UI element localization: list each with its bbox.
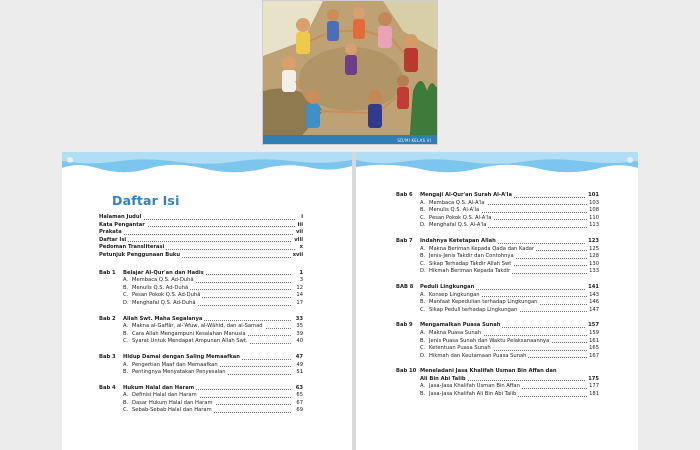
section-entry[interactable] — [396, 261, 599, 269]
section-letter: A. — [420, 245, 426, 252]
section-title: Definisi Halal dan Haram — [132, 392, 197, 399]
section-letter: B. — [420, 337, 426, 344]
section-page: 110 — [589, 214, 599, 221]
section-entry[interactable] — [99, 407, 303, 415]
front-matter-entry[interactable] — [99, 237, 303, 245]
section-page: 17 — [296, 299, 303, 306]
leader-dots — [99, 234, 295, 235]
section-page: 108 — [589, 207, 599, 214]
section-letter: A. — [420, 291, 426, 298]
section-entry[interactable] — [396, 215, 599, 223]
section-letter: A. — [123, 323, 129, 330]
section-page: 181 — [589, 391, 599, 398]
front-matter-entry[interactable] — [99, 214, 303, 222]
chapter-page: 175 — [588, 375, 599, 382]
section-page: 67 — [296, 399, 303, 406]
section-title: Hikmah Beriman Kepada Takdir — [429, 268, 511, 275]
section-page: 49 — [296, 361, 303, 368]
section-title: Sikap Peduli terhadap Lingkungan — [429, 306, 518, 313]
chapter-heading[interactable] — [99, 316, 303, 324]
right-page-wave-header — [356, 152, 638, 180]
section-page: 159 — [589, 329, 599, 336]
section-title: Membaca Q.S. Al-A'la — [429, 199, 485, 206]
front-matter-entry[interactable] — [99, 244, 303, 252]
chapter-number: Bab 1 — [99, 269, 116, 276]
front-matter-entry[interactable] — [99, 229, 303, 237]
section-letter: B. — [123, 399, 129, 406]
chapter-number: Bab 3 — [99, 353, 116, 360]
section-page: 40 — [296, 338, 303, 345]
section-page: 177 — [589, 383, 599, 390]
section-letter: B. — [123, 284, 129, 291]
section-entry[interactable] — [396, 268, 599, 276]
section-page: 128 — [589, 253, 599, 260]
section-title: Menulis Q.S. Al-A'la — [429, 207, 480, 214]
section-title: Ketentuan Puasa Sunah — [429, 345, 491, 352]
section-page: 165 — [589, 345, 599, 352]
cover-illustration — [263, 1, 438, 145]
section-title: Makna Puasa Sunah — [429, 329, 482, 336]
chapter-title: Hukum Halal dan Haram — [123, 384, 195, 391]
section-title: Jenis Puasa Sunah dan Waktu Pelaksanaannya — [429, 337, 550, 344]
section-page: 130 — [589, 260, 599, 267]
section-title: Syarat Untuk Mendapat Ampunan Allah Swt. — [132, 338, 248, 345]
chapter-title-line2: Ali Bin Abi Talib — [420, 375, 466, 382]
chapter-heading-continued[interactable] — [396, 376, 599, 384]
section-title: Pengertian Maaf dan Memaafkan — [132, 361, 218, 368]
chapter-title: Mengaji Al-Qur'an Surah Al-A'la — [420, 192, 512, 198]
section-title: Jasa-Jasa Khalifah Ali Bin Abi Talib — [429, 391, 517, 398]
front-matter-entry[interactable] — [99, 252, 303, 260]
chapter-page: 101 — [588, 192, 599, 198]
section-entry[interactable] — [396, 200, 599, 208]
section-page: 146 — [589, 299, 599, 306]
chapter-title: Meneladani Jasa Khalifah Usman Bin Affan dan — [420, 368, 557, 375]
section-title: Hikmah dan Keutamaan Puasa Sunah — [429, 352, 527, 359]
chapter-number: Bab 10 — [396, 368, 417, 375]
section-page: 113 — [589, 222, 599, 229]
entry-page: iii — [297, 221, 303, 228]
section-title: Menghafal Q.S. Ad-Duhā — [132, 299, 196, 306]
section-letter: C. — [420, 260, 426, 267]
toc-left-column — [99, 214, 303, 415]
section-title: Manfaat Kepedulian terhadap Lingkungan — [429, 299, 538, 306]
section-page: 143 — [589, 291, 599, 298]
section-title: Menghafal Q.S. Al-A'la — [429, 222, 487, 229]
section-entry[interactable] — [99, 323, 303, 331]
section-entry[interactable] — [99, 292, 303, 300]
section-title: Makna al-Gaffār, al-'Afuw, al-Wāhid, dan al-Samad — [132, 323, 263, 330]
chapter-page: 63 — [295, 384, 303, 391]
section-letter: B. — [420, 391, 426, 398]
section-title: Menulis Q.S. Ad-Duhā — [132, 284, 189, 291]
chapter-page: 141 — [588, 283, 599, 290]
entry-label: Halaman Judul — [99, 214, 142, 220]
section-letter: D. — [123, 299, 129, 306]
chapter-number: Bab 6 — [396, 192, 413, 198]
chapter-heading[interactable] — [99, 270, 303, 278]
chapter-title: Belajar Al-Qur'an dan Hadis — [123, 269, 204, 276]
chapter-title: Indahnya Ketetapan Allah — [420, 237, 496, 244]
section-letter: B. — [123, 330, 129, 337]
chapter-page: 33 — [295, 315, 303, 322]
section-entry[interactable] — [99, 277, 303, 285]
chapter-heading[interactable] — [396, 322, 599, 330]
section-entry[interactable] — [396, 338, 599, 346]
section-page: 65 — [296, 392, 303, 399]
section-title: Cara Allah Mengampuni Kesalahan Manusia — [132, 330, 246, 337]
section-page: 161 — [589, 337, 599, 344]
section-letter: D. — [420, 352, 426, 359]
section-title: Konsep Lingkungan — [429, 291, 480, 298]
chapter-title: Peduli Lingkungan — [420, 283, 475, 290]
section-page: 35 — [296, 323, 303, 330]
section-title: Sebab-Sebab Halal dan Haram — [132, 407, 212, 414]
section-entry[interactable] — [396, 253, 599, 261]
section-entry[interactable] — [99, 331, 303, 339]
section-entry[interactable] — [396, 222, 599, 230]
section-entry[interactable] — [396, 246, 599, 254]
chapter-number: BAB 8 — [396, 283, 414, 290]
book-cover-image — [262, 0, 438, 145]
section-page: 133 — [589, 268, 599, 275]
chapter-heading[interactable] — [396, 368, 599, 376]
section-letter: B. — [420, 207, 426, 214]
section-title: Jasa-Jasa Khalifah Usman Bin Affan — [429, 383, 520, 390]
section-letter: A. — [123, 392, 129, 399]
section-page: 39 — [296, 330, 303, 337]
leader-dots — [99, 241, 295, 242]
section-letter: D. — [420, 222, 426, 229]
section-entry[interactable] — [396, 391, 599, 399]
chapter-heading[interactable] — [396, 238, 599, 246]
entry-page: viii — [294, 236, 303, 243]
chapter-number: Bab 7 — [396, 237, 413, 244]
section-letter: B. — [123, 369, 129, 376]
chapter-number: Bab 4 — [99, 384, 116, 391]
chapter-heading[interactable] — [99, 385, 303, 393]
entry-page: xvii — [292, 251, 303, 258]
section-entry[interactable] — [396, 353, 599, 361]
entry-page: vii — [296, 229, 303, 236]
chapter-number: Bab 2 — [99, 315, 116, 322]
section-entry[interactable] — [396, 292, 599, 300]
section-page: 147 — [589, 306, 599, 313]
section-title: Dasar Hukum Halal dan Haram — [132, 399, 213, 406]
entry-page: x — [299, 244, 303, 251]
section-entry[interactable] — [396, 207, 599, 215]
chapter-heading[interactable] — [396, 284, 599, 292]
section-title: Makna Beriman Kepada Qada dan Kadar — [429, 245, 535, 252]
chapter-page: 1 — [299, 269, 303, 276]
section-page: 69 — [296, 407, 303, 414]
section-letter: D. — [420, 268, 426, 275]
chapter-page: 47 — [295, 353, 303, 360]
section-letter: C. — [420, 345, 426, 352]
cover-grade-label: SD/MI KELAS VI — [397, 138, 431, 143]
section-entry[interactable] — [99, 392, 303, 400]
entry-label: Kata Pengantar — [99, 221, 145, 228]
toc-title: Daftar Isi — [112, 193, 180, 208]
chapter-title: Hidup Damai dengan Saling Memaafkan — [123, 353, 240, 360]
entry-label: Petunjuk Penggunaan Buku — [99, 251, 181, 258]
toc-right-column — [396, 192, 599, 399]
front-matter-entry[interactable] — [99, 222, 303, 230]
section-entry[interactable] — [396, 299, 599, 307]
section-letter: C. — [123, 338, 129, 345]
section-letter: A. — [420, 383, 426, 390]
section-entry[interactable] — [396, 345, 599, 353]
section-page: 14 — [296, 292, 303, 299]
chapter-number: Bab 9 — [396, 322, 413, 329]
section-entry[interactable] — [99, 369, 303, 377]
section-title: Membaca Q.S. Ad-Duhā — [132, 277, 194, 284]
section-letter: A. — [123, 361, 129, 368]
section-page: 167 — [589, 352, 599, 359]
section-entry[interactable] — [99, 362, 303, 370]
section-letter: C. — [123, 292, 129, 299]
section-title: Pesan Pokok Q.S. Ad-Duhā — [132, 292, 201, 299]
section-letter: C. — [420, 306, 426, 313]
section-entry[interactable] — [99, 300, 303, 308]
section-entry[interactable] — [99, 338, 303, 346]
cover-bottom-strip — [263, 135, 438, 144]
section-letter: B. — [420, 253, 426, 260]
section-entry[interactable] — [396, 330, 599, 338]
section-entry[interactable] — [396, 307, 599, 315]
chapter-page: 157 — [588, 322, 599, 329]
section-page: 51 — [296, 369, 303, 376]
section-title: Pentingnya Menyatakan Penyesalan — [132, 369, 226, 376]
chapter-title: Mengamalkan Puasa Sunah — [420, 322, 501, 329]
chapter-heading[interactable] — [396, 192, 599, 200]
entry-page: i — [301, 214, 303, 220]
entry-label: Pedoman Transliterasi — [99, 244, 165, 251]
section-entry[interactable] — [99, 400, 303, 408]
page-spine — [352, 152, 356, 450]
entry-label: Prakata — [99, 229, 122, 236]
section-page: 125 — [589, 245, 599, 252]
chapter-heading[interactable] — [99, 354, 303, 362]
section-letter: A. — [123, 277, 129, 284]
section-letter: C. — [420, 214, 426, 221]
section-title: Jenis-Jenis Takdir dan Contohnya — [429, 253, 514, 260]
entry-label: Daftar Isi — [99, 236, 127, 243]
section-page: 12 — [296, 284, 303, 291]
front-matter-list — [99, 214, 303, 260]
section-entry[interactable] — [99, 285, 303, 293]
section-letter: A. — [420, 199, 426, 206]
section-letter: A. — [420, 329, 426, 336]
section-letter: B. — [420, 299, 426, 306]
section-entry[interactable] — [396, 383, 599, 391]
chapter-page: 123 — [588, 237, 599, 244]
section-page: 103 — [589, 199, 599, 206]
chapter-title: Allah Swt. Maha Segalanya — [123, 315, 203, 322]
section-title: Pesan Pokok Q.S. Al-A'la — [429, 214, 492, 221]
section-letter: C. — [123, 407, 129, 414]
left-page-wave-header — [62, 152, 352, 180]
section-page: 3 — [299, 277, 303, 284]
section-title: Sikap Terhadap Takdir Allah Swt — [429, 260, 512, 267]
